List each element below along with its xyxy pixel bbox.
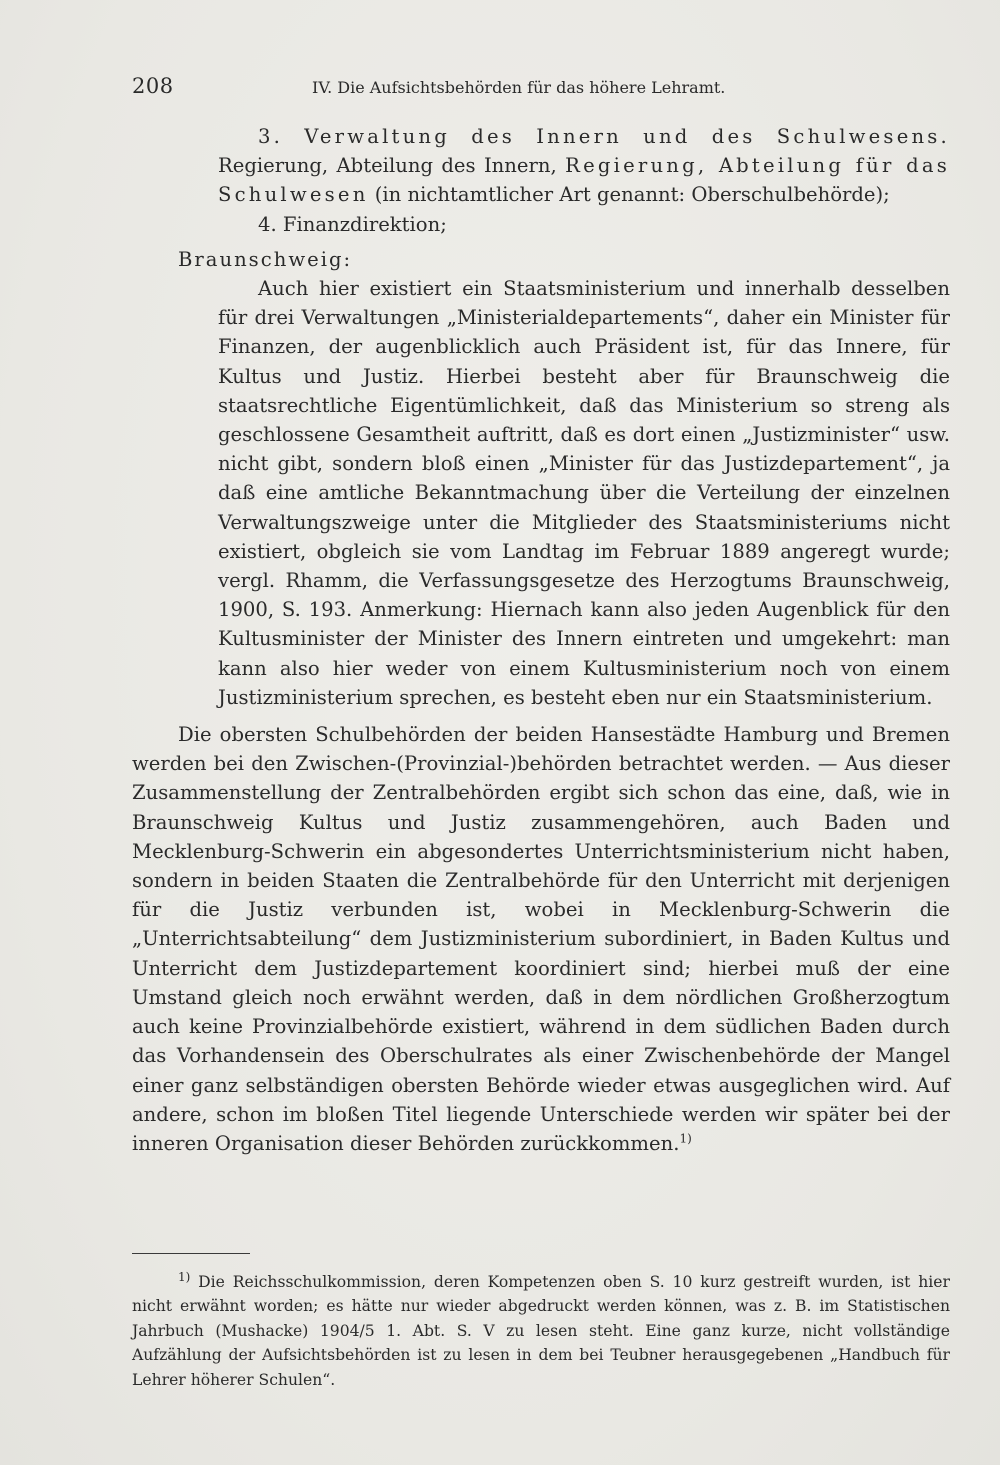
braunschweig-heading: Braunschweig: <box>178 247 353 271</box>
page-number: 208 <box>132 74 174 98</box>
body-text <box>132 122 950 1158</box>
running-head: IV. Die Aufsichtsbehörden für das höhere Lehramt. <box>312 78 726 97</box>
item-3-lead: 3. Verwaltung des Innern und des Schulwesens. <box>258 125 950 148</box>
footnote-marker: 1) <box>178 1269 191 1284</box>
main-paragraph <box>132 720 950 1158</box>
item-3-block <box>218 122 950 239</box>
item-4: 4. Finanzdirektion; <box>258 212 447 236</box>
braunschweig-block <box>218 274 950 712</box>
item-3 <box>218 122 950 210</box>
item-3-text-a: Regierung, Abteilung des Innern, <box>218 154 566 178</box>
footnote-reference: 1) <box>679 1131 692 1146</box>
item-3-text-c: (in nichtamtlicher Art genannt: Oberschulbehörde); <box>368 183 890 207</box>
braunschweig-paragraph: Auch hier existiert ein Staatsministerium und innerhalb desselben für drei Verwaltungen „Ministerialdepartements“, daher ein Minister für Finanzen, der augenblicklich auch Präsident ist, für das Innere, für Kultus und Justiz. Hierbei besteht aber für Braunschweig die staatsrechtliche Eigentümlichkeit, daß das Ministerium so streng als geschlossene Gesamtheit auftritt, daß es dort einen „Justizminister“ usw. nicht gibt, sondern bloß einen „Minister für das Justizdepartement“, ja daß eine amtliche Bekanntmachung über die Verteilung der einzelnen Verwaltungszweige unter die Mitglieder des Staatsministeriums nicht existiert, obgleich sie vom Landtag im Februar 1889 angeregt wurde; vergl. Rhamm, die Verfassungsgesetze des Herzogtums Braunschweig, 1900, S. 193. Anmerkung: Hiernach kann also jeden Augenblick für den Kultusminister der Minister des Innern eintreten und umgekehrt: man kann also hier weder von einem Kultusministerium noch von einem Justizministerium sprechen, es besteht eben nur ein Staatsministerium. <box>218 277 950 709</box>
main-paragraph-text: Die obersten Schulbehörden der beiden Hansestädte Hamburg und Bremen werden bei den Zwischen-(Provinzial-)behörden betrachtet werden. — Aus dieser Zusammenstellung der Zentralbehörden ergibt sich schon das eine, daß, wie in Braunschweig Kultus und Justiz zusammengehören, auch Baden und Mecklenburg-Schwerin ein abgesondertes Unterrichtsministerium nicht haben, sondern in beiden Staaten die Zentralbehörde für den Unterricht mit derjenigen für die Justiz verbunden ist, wobei in Mecklenburg-Schwerin die „Unterrichtsabteilung“ dem Justizministerium subordiniert, in Baden Kultus und Unterricht dem Justizdepartement koordiniert sind; hierbei muß der eine Umstand gleich noch erwähnt werden, daß in dem nördlichen Großherzogtum auch keine Provinzialbehörde existiert, während in dem südlichen Baden durch das Vorhandensein des Oberschulrates als einer Zwischenbehörde der Mangel einer ganz selbständigen obersten Behörde wieder etwas ausgeglichen wird. Auf andere, schon im bloßen Titel liegende Unterschiede werden wir später bei der inneren Organisation dieser Behörden zurückkommen. <box>132 723 950 1155</box>
item-3-text-b: Regierung, Abteilung für das Schulwesen <box>218 154 950 207</box>
page-header <box>132 72 950 106</box>
footnote-text: Die Reichsschulkommission, deren Kompetenzen oben S. 10 kurz gestreift wurden, ist hier nicht erwähnt worden; es hätte nur wieder abgedruckt werden können, was z. B. im Statistischen Jahrbuch (Mushacke) 1904/5 1. Abt. S. V zu lesen steht. Eine ganz kurze, nicht vollständige Aufzählung der Aufsichtsbehörden ist zu lesen in dem bei Teubner herausgegebenen „Handbuch für Lehrer höherer Schulen“. <box>132 1273 950 1389</box>
footnote <box>132 1270 950 1392</box>
footnote-separator <box>132 1253 250 1254</box>
